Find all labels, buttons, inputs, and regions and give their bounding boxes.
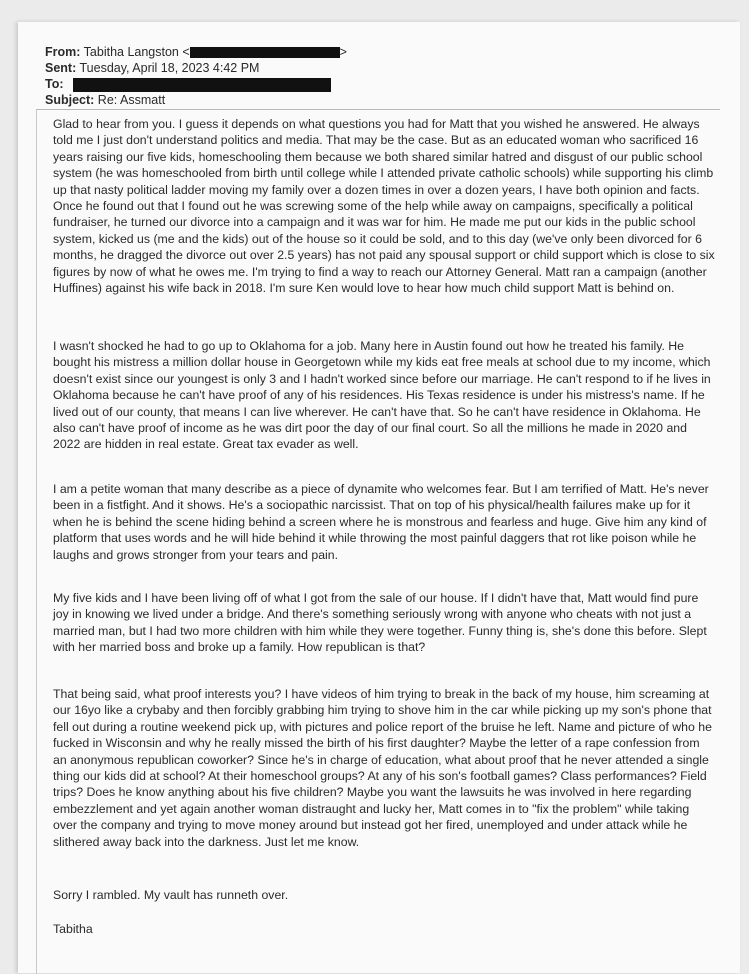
subject-value: Re: Assmatt <box>97 93 166 107</box>
body-paragraph-5: That being said, what proof interests you? I have videos of him trying to break in the back of my house, him screaming at our 16yo like a crybaby and then forcibly grabbing him trying to shove him in the car while picking up my son's phone that fell out during a routine weekend pick up, with pictures and police report of the bruise he left. Name and picture of who he fucked in Wisconsin and why he really missed the birth of his first daughter? Maybe the letter of a rape confession from an anonymous republican coworker? Since he's in charge of education, what about proof that he never attended a single thing our kids did at school? At their homeschool groups? At any of his son's football games? Class performances? Field trips? Does he know anything about his five children? Maybe you want the lawsuits he was involved in here regarding embezzlement and yet again another woman distraught and lucky her, Matt comes in to "fix the problem" while taking over the company and trying to move money around but instead got her fired, unemployed and under attack while he slithered away back into the darkness. Just let me know. <box>53 687 712 849</box>
body-paragraph-6: Sorry I rambled. My vault has runneth over. <box>53 888 289 902</box>
subject-line <box>45 92 165 108</box>
body-paragraph-4: My five kids and I have been living off of what I got from the sale of our house. If I didn't have that, Matt would find pure joy in knowing we lived under a bridge. And there's something seriously wrong with anyone who cheats with not just a married man, but I had two more children with him while they were together. Funny thing is, she's done this before. Slept with her married boss and broke up a family. How republican is that? <box>53 591 707 655</box>
sent-line <box>45 60 259 76</box>
from-name: Tabitha Langston < <box>83 45 190 59</box>
signature: Tabitha <box>53 922 93 936</box>
subject-label: Subject: <box>45 93 95 107</box>
from-label: From: <box>45 45 81 59</box>
body-paragraph-1: Glad to hear from you. I guess it depends on what questions you had for Matt that you wished he answered. He always told me I just don't understand politics and media. That may be the case. But as an educated woman who sacrificed 16 years raising our five kids, homeschooling them because we both shared similar hatred and disgust of our public school system (he was homeschooled from birth until college while I attended private catholic schools) while supporting his climb up that nasty political ladder moving my family over a dozen times in over a dozen years, I have both opinion and facts. Once he found out that I found out he was screwing some of the help while away on campaigns, specifically a political fundraiser, he turned our divorce into a campaign and it was war for him. He made me put our kids in the public school system, kicked us (me and the kids) out of the house so it could be sold, and to this day (we've only been divorced for 6 months, he dragged the divorce out over 2.5 years) has not paid any spousal support or child support which is close to six figures by now of what he owes me. I'm trying to find a way to reach our Attorney General. Matt ran a campaign (another Huffines) against his wife back in 2018. I'm sure Ken would love to hear how much child support Matt is behind on. <box>53 117 715 296</box>
from-line <box>45 44 347 60</box>
sent-label: Sent: <box>45 61 77 75</box>
redacted-from-address <box>190 47 340 58</box>
to-line <box>45 76 331 92</box>
body-paragraph-2: I wasn't shocked he had to go up to Oklahoma for a job. Many here in Austin found out how he treated his family. He bought his mistress a million dollar house in Georgetown while my kids eat free meals at school due to my income, which doesn't exist since our youngest is only 3 and I hadn't worked since before our marriage. He can't respond to if he lives in Oklahoma because he can't have proof of any of his residences. His Texas residence is under his mistress's name. If he lived out of our county, that means I can live wherever. He can't have that. So he can't have residence in Oklahoma. He also can't have proof of income as he was dirt poor the day of our final court. So all the millions he made in 2020 and 2022 are hidden in real estate. Great tax evader as well. <box>53 339 711 452</box>
from-close-bracket: > <box>339 45 347 59</box>
sent-value: Tuesday, April 18, 2023 4:42 PM <box>79 61 260 75</box>
to-label: To: <box>45 77 64 91</box>
redacted-to-address <box>73 78 331 92</box>
body-paragraph-3: I am a petite woman that many describe as a piece of dynamite who welcomes fear. But I am terrified of Matt. He's never been in a fistfight. And it shows. He's a sociopathic narcissist. That on top of his physical/health failures make up for it when he is behind the scene hiding behind a screen where he is monstrous and fearless and huge. Give him any kind of platform that uses words and he will hide behind it while throwing the most painful daggers that rot like poison while he laughs and grows stronger from your tears and pain. <box>53 482 709 562</box>
